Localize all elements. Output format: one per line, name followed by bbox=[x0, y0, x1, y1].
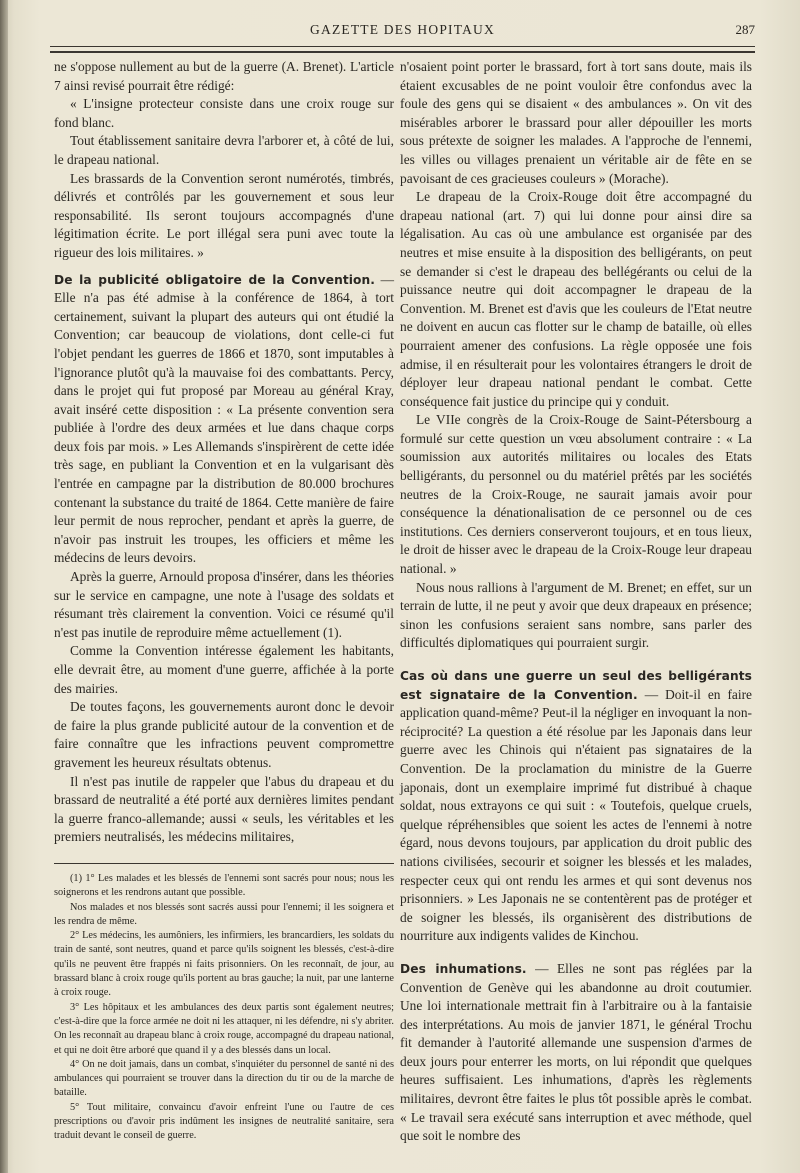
footnote: 5° Tout militaire, convaincu d'avoir enfreint l'une ou l'autre de ces prescriptions ou d'avoir pris indûment les insignes de neutralité sanitaire, sera traduit devant le conseil de guerre. bbox=[54, 1101, 394, 1142]
section-heading: De la publicité obligatoire de la Convention. bbox=[54, 272, 376, 287]
paragraph: n'osaient point porter le brassard, fort à tort sans doute, mais ils étaient excusables de ne point vouloir être confondus avec la foule des gens qui se disaient « des ambulances ». On vit des misérables arborer le brassard pour aller dépouiller les morts sous prétexte de soigner les malades. A l'approche de l'ennemi, les villes ou villages prenaient un véritable air de fête en se pavoisant de ces gracieuses couleurs » (Morache). bbox=[400, 59, 752, 186]
section-text: — Elle n'a pas été admise à la conférence de 1864, à tort certainement, suivant la plupart des auteurs qui ont étudié la Convention; car beaucoup de violations, dont celle-ci fut l'objet pendant les guerres de 1866 et 1870, sont imputables à l'ignorance plutôt qu'à la mauvaise foi des combattants. Percy, dans le projet qui fut proposé par Moreau au général Kray, avait inséré cette disposition : « La présente convention sera publiée à l'ordre des deux armées et lue dans chaque corps deux fois par mois. » Les Allemands s'inspirèrent de cette idée très sage, en publiant la Convention et en la vulgarisant dès l'entrée en campagne par la distribution de 80.000 brochures contenant la substance du traité de 1864. Cette manière de faire leur permit de nous reprocher, pendant et après la guerre, de n'avoir pas instruit les troupes, les officiers et même les médecins de leurs devoirs. bbox=[54, 271, 394, 566]
paragraph: « L'insigne protecteur consiste dans une croix rouge sur fond blanc. bbox=[54, 96, 394, 130]
footnote: (1) 1° Les malades et les blessés de l'ennemi sont sacrés pour nous; nous les soignerons et les rendrons autant que possible. bbox=[54, 872, 394, 899]
paragraph: Après la guerre, Arnould proposa d'insérer, dans les théories sur le service en campagne, une note à l'usage des soldats et résumant très clairement la convention. Voici ce résumé qu'il n'est pas inutile de reproduire même actuellement (1). bbox=[54, 569, 394, 640]
journal-title: GAZETTE DES HOPITAUX bbox=[310, 22, 495, 37]
paragraph: Les brassards de la Convention seront numérotés, timbrés, délivrés et contrôlés par les gouvernement et sous leur responsabilité. Ils seront toujours accompagnés d'une légitimation écrite. Le port illégal sera puni avec toute la rigueur des lois militaires. » bbox=[54, 170, 394, 260]
section-heading: Des inhumations. bbox=[400, 961, 527, 976]
footnote-rule bbox=[54, 863, 394, 864]
section-cas-belligerants bbox=[400, 667, 752, 946]
section-heading: Cas où dans une guerre un seul des belligérants est signataire de la Convention. bbox=[400, 669, 752, 702]
section-publicite bbox=[54, 271, 394, 569]
left-column bbox=[54, 58, 394, 1144]
section-text: — Doit-il en faire application quand-même? Peut-il la négliger en invoquant la non-réciprocité? La question a été résolue par les Japonais dans leur guerre avec les Chinois qui n'étaient pas signataires de la Convention. De la proclamation du ministre de la Guerre japonais, dont un exemplaire imprimé fut distribué à chaque soldat, nous extrayons ce qui suit : « Toutefois, quelque cruels, quelque répréhensibles que soient les actes de l'ennemi à notre égard, nous devons toujours, par application du droit public des nations civilisées, secourir et soigner les blessés et les malades, respecter ceux qui ont rendu les armes et qui sont devenus nos prisonniers. » Les Japonais ne se contentèrent pas de protéger et de soigner les blessés, ils organisèrent des distributions de nourriture aux indigents valides de Kinchou. bbox=[400, 686, 752, 944]
paragraph: Nous nous rallions à l'argument de M. Brenet; en effet, sur un terrain de lutte, il ne peut y avoir que deux drapeaux en présence; sinon les confusions seraient sans nombre, sans parler des difficultés diplomatiques qui pourraient surgir. bbox=[400, 579, 752, 651]
paragraph: Le drapeau de la Croix-Rouge doit être accompagné du drapeau national (art. 7) qui lui donne pour ainsi dire sa légalisation. Au cas où une ambulance est organisée par des neutres et mise ensuite à la disposition des belligérants, on peut se demander si c'est le drapeau des bellégérants ou celui de la puissance neutre qui doit accompagner le drapeau de la Convention. M. Brenet est d'avis que les couleurs de l'Etat neutre ne doivent en aucun cas flotter sur le champ de bataille, où elles pourraient amener des confusions. La règle opposée une fois admise, il en résulterait pour les volontaires étrangers le droit de déployer leur drapeau national pendant le combat. Cette conséquence fait justice du principe qui y conduit. bbox=[400, 189, 752, 409]
footnote: 2° Les médecins, les aumôniers, les infirmiers, les brancardiers, les soldats du train de santé, sont neutres, quand et parce qu'ils soignent les blessés, c'est-à-dire qu'ils ne peuvent être frappés ni faits prisonniers. On les reconnaît, de jour, au brassard blanc à croix rouge qu'ils portent au bras gauche; la nuit, par une lanterne à croix rouge. bbox=[54, 930, 394, 999]
paragraph: Tout établissement sanitaire devra l'arborer et, à côté de lui, le drapeau national. bbox=[54, 133, 394, 167]
page-number: 287 bbox=[735, 22, 755, 37]
paragraph: Il n'est pas inutile de rappeler que l'abus du drapeau et du brassard de neutralité a été porté aux dernières limites pendant la guerre franco-allemande; aussi « seuls, les véritables et les premiers neutralisés, les médecins militaires, bbox=[54, 773, 394, 845]
section-text: — Elles ne sont pas réglées par la Convention de Genève qui les abandonne au droit coutumier. Une loi internationale mettrait fin à l'arbitraire ou à la fantaisie des interprétations. Au mois de janvier 1871, le général Trochu fit demander à l'autorité allemande une suspension d'armes de deux jours pour enterrer les morts, on lui répondit que quelques heures suffisaient. Les inhumations, d'après les règlements militaires, devront être faites le plus tôt possible après le combat. « Le travail sera exécuté sans interruption et avec méthode, quel que soit le nombre des bbox=[400, 960, 753, 1144]
page-binding-edge bbox=[0, 0, 8, 1173]
paragraph: Comme la Convention intéresse également les habitants, elle devrait être, au moment d'une guerre, affichée à la porte des mairies. bbox=[54, 643, 394, 696]
section-inhumations bbox=[400, 960, 752, 1146]
paragraph: De toutes façons, les gouvernements auront donc le devoir de faire la plus grande publicité autour de la convention et de faire connaître que les infractions peuvent compromettre gravement les heureux résultats obtenus. bbox=[54, 699, 394, 770]
paragraph: ne s'oppose nullement au but de la guerre (A. Brenet). L'article 7 ainsi revisé pourrait être rédigé: bbox=[54, 59, 394, 93]
header-rule-thin bbox=[50, 46, 755, 47]
paragraph: Le VIIe congrès de la Croix-Rouge de Saint-Pétersbourg a formulé sur cette question un vœu absolument contraire : « La soumission aux autorités militaires ou locales des Etats belligérants, du personnel ou du matériel prêtés par les sociétés neutres de la Croix-Rouge, ne saurait jamais avoir pour conséquence la dénationalisation de ce personnel ou de ces institutions. Ces derniers conserveront toujours, et en tous lieux, le droit de hisser avec le drapeau de la Croix-Rouge leur drapeau national. » bbox=[400, 412, 752, 577]
header-rule-thick bbox=[50, 51, 755, 53]
footnote: 4° On ne doit jamais, dans un combat, s'inquiéter du personnel de santé ni des ambulances qui pourraient se trouver dans la direction du tir ou de la marche de bataille. bbox=[54, 1058, 394, 1099]
page-header bbox=[50, 20, 755, 42]
right-column bbox=[400, 58, 752, 1146]
footnote: Nos malades et nos blessés sont sacrés aussi pour l'ennemi; il les soignera et les rendra de même. bbox=[54, 901, 394, 927]
footnote: 3° Les hôpitaux et les ambulances des deux partis sont également neutres; c'est-à-dire que la force armée ne doit ni les attaquer, ni les défendre, ni s'y abriter. On les reconnaît au drapeau blanc à croix rouge, accompagné du drapeau national, et qui ne doit être arboré que quand il y a des blessés dans un local. bbox=[54, 1001, 394, 1056]
